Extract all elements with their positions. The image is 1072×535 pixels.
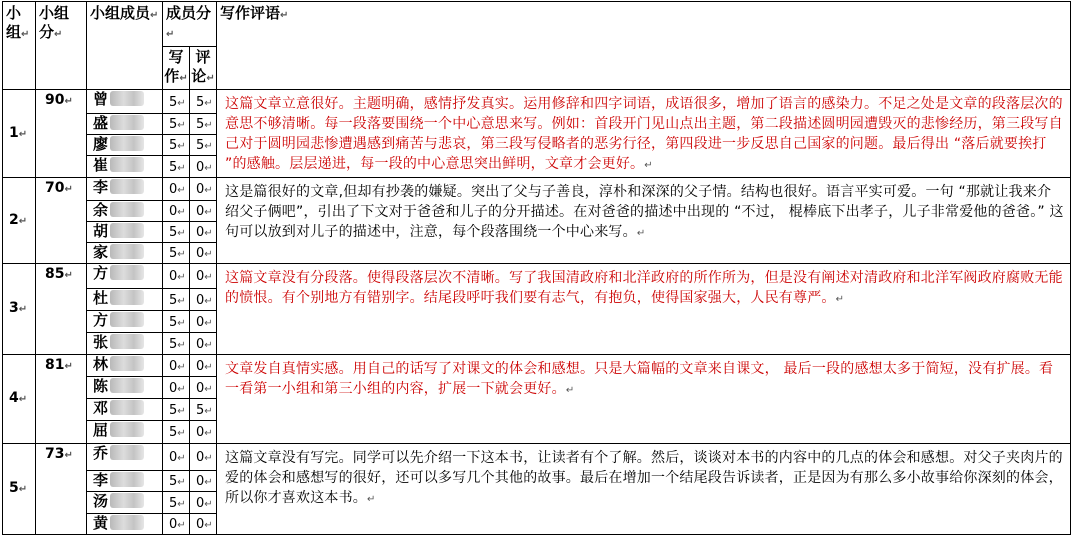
group-id: 4↵ bbox=[3, 355, 36, 444]
redacted-name-blur bbox=[110, 378, 144, 393]
writing-score: 5↵ bbox=[163, 243, 190, 264]
comment-score: 5↵ bbox=[190, 399, 217, 421]
member-name: 黄 bbox=[87, 514, 163, 535]
header-member-score: 成员分↵ bbox=[163, 2, 217, 47]
member-name: 杜 bbox=[87, 289, 163, 311]
member-name: 崔 bbox=[87, 156, 163, 178]
redacted-name-blur bbox=[110, 493, 144, 508]
member-name: 邓 bbox=[87, 399, 163, 421]
comment-score: 0↵ bbox=[190, 355, 217, 377]
member-name: 乔 bbox=[87, 444, 163, 471]
member-name: 林 bbox=[87, 355, 163, 377]
writing-score: 5↵ bbox=[163, 135, 190, 156]
redacted-name-blur bbox=[110, 115, 144, 130]
header-review: 写作评语↵ bbox=[217, 2, 1071, 90]
writing-score: 0↵ bbox=[163, 514, 190, 535]
writing-score: 0↵ bbox=[163, 355, 190, 377]
comment-score: 0↵ bbox=[190, 243, 217, 264]
group-id: 1↵ bbox=[3, 90, 36, 178]
redacted-name-blur bbox=[110, 179, 144, 194]
writing-score: 5↵ bbox=[163, 311, 190, 333]
review-comment: 这是篇很好的文章,但却有抄袭的嫌疑。突出了父与子善良，淳朴和深深的父子情。结构也很好。语言平实可爱。一句 “那就让我来介绍父子俩吧”，引出了下文对于爸爸和儿子的分开描述。在对爸爸的描述中出现的 “不过， 棍棒底下出孝子，儿子非常爱他的爸爸。” 这句可以放到对儿子的描述中，注意，每个段落围绕一个中心来写。↵ bbox=[217, 178, 1071, 264]
member-name: 方 bbox=[87, 311, 163, 333]
table-row bbox=[3, 178, 1071, 201]
redacted-name-blur bbox=[110, 472, 144, 487]
comment-score: 0↵ bbox=[190, 311, 217, 333]
header-writing: 写作↵ bbox=[163, 47, 190, 90]
review-comment: 这篇文章没有写完。同学可以先介绍一下这本书，让读者有个了解。然后，谈谈对本书的内容中的几点的体会和感想。对父子夹肉片的爱的体会和感想写的很好，还可以多写几个其他的故事。最后在增加一个结尾段告诉读者，正是因为有那么多小故事给你深刻的体会，所以你才喜欢这本书。↵ bbox=[217, 444, 1071, 535]
comment-score: 0↵ bbox=[190, 444, 217, 471]
comment-score: 0↵ bbox=[190, 289, 217, 311]
redacted-name-blur bbox=[110, 91, 144, 106]
header-group-score: 小组分↵ bbox=[36, 2, 87, 90]
table-row bbox=[3, 444, 1071, 471]
writing-score: 0↵ bbox=[163, 201, 190, 222]
review-table bbox=[2, 1, 1071, 535]
member-name: 李 bbox=[87, 471, 163, 492]
comment-score: 0↵ bbox=[190, 421, 217, 444]
comment-score: 0↵ bbox=[190, 333, 217, 355]
redacted-name-blur bbox=[110, 244, 144, 259]
member-name: 曾 bbox=[87, 90, 163, 114]
redacted-name-blur bbox=[110, 157, 144, 172]
group-id: 5↵ bbox=[3, 444, 36, 535]
group-score: 85↵ bbox=[36, 264, 87, 355]
redacted-name-blur bbox=[110, 400, 144, 415]
writing-score: 0↵ bbox=[163, 178, 190, 201]
member-name: 胡 bbox=[87, 222, 163, 243]
table-row bbox=[3, 264, 1071, 289]
header-members: 小组成员↵ bbox=[87, 2, 163, 90]
redacted-name-blur bbox=[110, 265, 144, 280]
writing-score: 5↵ bbox=[163, 492, 190, 514]
comment-score: 0↵ bbox=[190, 471, 217, 492]
writing-score: 5↵ bbox=[163, 399, 190, 421]
member-name: 方 bbox=[87, 264, 163, 289]
comment-score: 0↵ bbox=[190, 264, 217, 289]
member-name: 屈 bbox=[87, 421, 163, 444]
member-name: 张 bbox=[87, 333, 163, 355]
group-id: 2↵ bbox=[3, 178, 36, 264]
group-score: 90↵ bbox=[36, 90, 87, 178]
table-row bbox=[3, 90, 1071, 114]
header-comment: 评论↵ bbox=[190, 47, 217, 90]
comment-score: 0↵ bbox=[190, 377, 217, 399]
redacted-name-blur bbox=[110, 445, 144, 460]
writing-score: 5↵ bbox=[163, 333, 190, 355]
member-name: 李 bbox=[87, 178, 163, 201]
redacted-name-blur bbox=[110, 356, 144, 371]
writing-score: 5↵ bbox=[163, 90, 190, 114]
redacted-name-blur bbox=[110, 290, 144, 305]
writing-score: 5↵ bbox=[163, 114, 190, 135]
review-comment: 这篇文章没有分段落。使得段落层次不清晰。写了我国清政府和北洋政府的所作所为，但是没有阐述对清政府和北洋军阀政府腐败无能的愤恨。有个别地方有错别字。结尾段呼吁我们要有志气，有抱负，使得国家强大，人民有尊严。↵ bbox=[217, 264, 1071, 355]
group-id: 3↵ bbox=[3, 264, 36, 355]
group-score: 70↵ bbox=[36, 178, 87, 264]
member-name: 陈 bbox=[87, 377, 163, 399]
comment-score: 0↵ bbox=[190, 222, 217, 243]
group-score: 81↵ bbox=[36, 355, 87, 444]
comment-score: 0↵ bbox=[190, 201, 217, 222]
comment-score: 0↵ bbox=[190, 492, 217, 514]
redacted-name-blur bbox=[110, 334, 144, 349]
table-row bbox=[3, 355, 1071, 377]
member-name: 盛 bbox=[87, 114, 163, 135]
writing-score: 5↵ bbox=[163, 222, 190, 243]
comment-score: 5↵ bbox=[190, 90, 217, 114]
writing-score: 5↵ bbox=[163, 471, 190, 492]
comment-score: 0↵ bbox=[190, 156, 217, 178]
comment-score: 5↵ bbox=[190, 135, 217, 156]
comment-score: 0↵ bbox=[190, 514, 217, 535]
group-score: 73↵ bbox=[36, 444, 87, 535]
comment-score: 5↵ bbox=[190, 114, 217, 135]
redacted-name-blur bbox=[110, 223, 144, 238]
header-group: 小组↵ bbox=[3, 2, 36, 90]
redacted-name-blur bbox=[110, 136, 144, 151]
review-comment: 文章发自真情实感。用自己的话写了对课文的体会和感想。只是大篇幅的文章来自课文， 最后一段的感想太多于简短，没有扩展。看一看第一小组和第三小组的内容，扩展一下就会更好。↵ bbox=[217, 355, 1071, 444]
review-comment: 这篇文章立意很好。主题明确，感情抒发真实。运用修辞和四字词语，成语很多，增加了语言的感染力。不足之处是文章的段落层次的意思不够清晰。每一段落要围绕一个中心意思来写。例如：首段开门见山点出主题，第二段描述圆明园遭毁灭的悲惨经历，第三段写自己对于圆明园悲惨遭遇感到痛苦与悲哀，第三段写侵略者的恶劣行径，第四段进一步反思自己国家的问题。最后得出 “落后就要挨打 ”的感触。层层递进，每一段的中心意思突出鲜明，文章才会更好。↵ bbox=[217, 90, 1071, 178]
redacted-name-blur bbox=[110, 422, 144, 437]
member-name: 余 bbox=[87, 201, 163, 222]
writing-score: 0↵ bbox=[163, 444, 190, 471]
writing-score: 5↵ bbox=[163, 289, 190, 311]
writing-score: 5↵ bbox=[163, 156, 190, 178]
member-name: 家 bbox=[87, 243, 163, 264]
writing-score: 0↵ bbox=[163, 264, 190, 289]
writing-score: 5↵ bbox=[163, 421, 190, 444]
redacted-name-blur bbox=[110, 202, 144, 217]
redacted-name-blur bbox=[110, 312, 144, 327]
writing-score: 0↵ bbox=[163, 377, 190, 399]
redacted-name-blur bbox=[110, 515, 144, 530]
member-name: 廖 bbox=[87, 135, 163, 156]
member-name: 汤 bbox=[87, 492, 163, 514]
comment-score: 0↵ bbox=[190, 178, 217, 201]
